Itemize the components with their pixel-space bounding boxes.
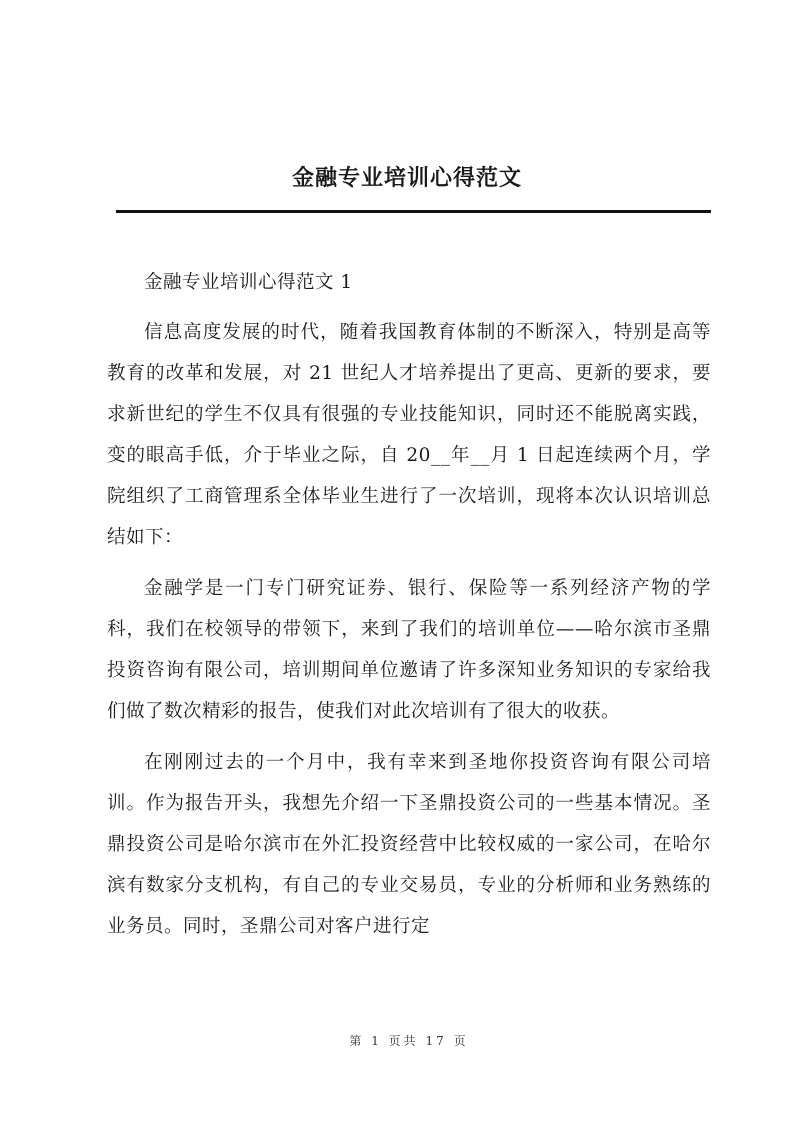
- section-heading: 金融专业培训心得范文 1: [144, 272, 353, 293]
- paragraph-2: 金融学是一门专门研究证券、银行、保险等一系列经济产物的学科，我们在校领导的带领下，来到了我们的培训单位——哈尔滨市圣鼎投资咨询有限公司，培训期间单位邀请了许多深知业务知识的专家给我们做了数次精彩的报告，使我们对此次培训有了很大的收获。: [107, 578, 711, 722]
- page-footer: 第 1 页共 17 页: [349, 1034, 469, 1048]
- title-underline: [116, 210, 711, 213]
- document-body: [107, 262, 711, 957]
- document-title: 金融专业培训心得范文: [291, 166, 522, 191]
- paragraph-3: 在刚刚过去的一个月中，我有幸来到圣地你投资咨询有限公司培训。作为报告开头，我想先介绍一下圣鼎投资公司的一些基本情况。圣鼎投资公司是哈尔滨市在外汇投资经营中比较权威的一家公司，在哈尔滨有数家分支机构，有自己的专业交易员，专业的分析师和业务熟练的业务员。同时，圣鼎公司对客户进行定: [107, 752, 711, 937]
- paragraph-1: 信息高度发展的时代，随着我国教育体制的不断深入，特别是高等教育的改革和发展，对 21 世纪人才培养提出了更高、更新的要求，要求新世纪的学生不仅具有很强的专业技能知识，同时还不能脱离实践，变的眼高手低，介于毕业之际，自 20__年__月 1 日起连续两个月，学院组织了工商管理系全体毕业生进行了一次培训，现将本次认识培训总结如下：: [107, 322, 711, 548]
